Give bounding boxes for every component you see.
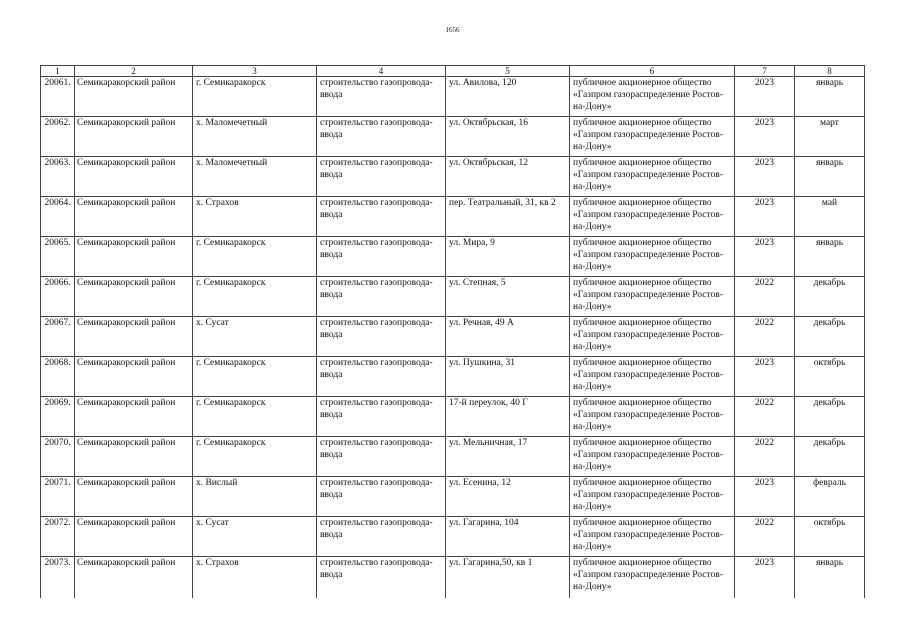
organization-cell: публичное акционерное общество «Газпром газораспределение Ростов-на-Дону» [570, 397, 735, 437]
row-number: 20061. [41, 77, 75, 117]
month-cell: январь [795, 237, 865, 277]
locality-cell: г. Семикаракорск [193, 437, 317, 477]
table-row [41, 77, 865, 117]
month-cell: декабрь [795, 277, 865, 317]
locality-cell: г. Семикаракорск [193, 277, 317, 317]
organization-cell: публичное акционерное общество «Газпром газораспределение Ростов-на-Дону» [570, 517, 735, 557]
year-cell: 2023 [735, 197, 795, 237]
year-cell: 2022 [735, 397, 795, 437]
locality-cell: х. Страхов [193, 557, 317, 599]
organization-cell: публичное акционерное общество «Газпром газораспределение Ростов-на-Дону» [570, 157, 735, 197]
address-cell: ул. Гагарина, 104 [446, 517, 570, 557]
work-type-cell: строительство газопровода-ввода [317, 557, 446, 599]
month-cell: май [795, 197, 865, 237]
column-header: 8 [795, 66, 865, 77]
gas-connection-table [40, 65, 865, 598]
month-cell: январь [795, 157, 865, 197]
address-cell: ул. Авилова, 120 [446, 77, 570, 117]
year-cell: 2022 [735, 317, 795, 357]
year-cell: 2022 [735, 277, 795, 317]
organization-cell: публичное акционерное общество «Газпром газораспределение Ростов-на-Дону» [570, 437, 735, 477]
locality-cell: г. Семикаракорск [193, 237, 317, 277]
district-cell: Семикаракорский район [75, 77, 193, 117]
table-row [41, 397, 865, 437]
month-cell: январь [795, 557, 865, 599]
month-cell: декабрь [795, 437, 865, 477]
month-cell: март [795, 117, 865, 157]
row-number: 20071. [41, 477, 75, 517]
address-cell: ул. Речная, 49 А [446, 317, 570, 357]
work-type-cell: строительство газопровода-ввода [317, 77, 446, 117]
month-cell: октябрь [795, 357, 865, 397]
year-cell: 2023 [735, 237, 795, 277]
address-cell: ул. Есенина, 12 [446, 477, 570, 517]
address-cell: ул. Пушкина, 31 [446, 357, 570, 397]
address-cell: ул. Гагарина,50, кв 1 [446, 557, 570, 599]
address-cell: ул. Мельничная, 17 [446, 437, 570, 477]
column-header: 1 [41, 66, 75, 77]
row-number: 20066. [41, 277, 75, 317]
address-cell: ул. Степная, 5 [446, 277, 570, 317]
work-type-cell: строительство газопровода-ввода [317, 197, 446, 237]
work-type-cell: строительство газопровода-ввода [317, 237, 446, 277]
district-cell: Семикаракорский район [75, 477, 193, 517]
locality-cell: х. Вислый [193, 477, 317, 517]
organization-cell: публичное акционерное общество «Газпром газораспределение Ростов-на-Дону» [570, 357, 735, 397]
page-number: 1656 [445, 26, 460, 34]
table-row [41, 117, 865, 157]
district-cell: Семикаракорский район [75, 397, 193, 437]
row-number: 20064. [41, 197, 75, 237]
work-type-cell: строительство газопровода-ввода [317, 277, 446, 317]
table-row [41, 237, 865, 277]
organization-cell: публичное акционерное общество «Газпром газораспределение Ростов-на-Дону» [570, 197, 735, 237]
organization-cell: публичное акционерное общество «Газпром газораспределение Ростов-на-Дону» [570, 117, 735, 157]
table-row [41, 197, 865, 237]
work-type-cell: строительство газопровода-ввода [317, 517, 446, 557]
locality-cell: х. Страхов [193, 197, 317, 237]
district-cell: Семикаракорский район [75, 277, 193, 317]
year-cell: 2022 [735, 517, 795, 557]
locality-cell: г. Семикаракорск [193, 77, 317, 117]
address-cell: ул. Мира, 9 [446, 237, 570, 277]
locality-cell: г. Семикаракорск [193, 397, 317, 437]
address-cell: пер. Театральный, 31, кв 2 [446, 197, 570, 237]
district-cell: Семикаракорский район [75, 197, 193, 237]
column-header: 6 [570, 66, 735, 77]
column-header: 3 [193, 66, 317, 77]
district-cell: Семикаракорский район [75, 557, 193, 599]
row-number: 20065. [41, 237, 75, 277]
work-type-cell: строительство газопровода-ввода [317, 317, 446, 357]
organization-cell: публичное акционерное общество «Газпром газораспределение Ростов-на-Дону» [570, 77, 735, 117]
table-row [41, 357, 865, 397]
column-header: 2 [75, 66, 193, 77]
table-row [41, 157, 865, 197]
row-number: 20062. [41, 117, 75, 157]
table-row [41, 477, 865, 517]
work-type-cell: строительство газопровода-ввода [317, 477, 446, 517]
table-body [41, 77, 865, 599]
work-type-cell: строительство газопровода-ввода [317, 357, 446, 397]
month-cell: декабрь [795, 317, 865, 357]
column-header: 4 [317, 66, 446, 77]
year-cell: 2023 [735, 357, 795, 397]
year-cell: 2023 [735, 77, 795, 117]
organization-cell: публичное акционерное общество «Газпром газораспределение Ростов-на-Дону» [570, 557, 735, 599]
work-type-cell: строительство газопровода-ввода [317, 157, 446, 197]
month-cell: февраль [795, 477, 865, 517]
month-cell: октябрь [795, 517, 865, 557]
table-row [41, 517, 865, 557]
year-cell: 2023 [735, 557, 795, 599]
work-type-cell: строительство газопровода-ввода [317, 397, 446, 437]
locality-cell: х. Сусат [193, 517, 317, 557]
address-cell: ул. Октябрьская, 12 [446, 157, 570, 197]
organization-cell: публичное акционерное общество «Газпром газораспределение Ростов-на-Дону» [570, 317, 735, 357]
work-type-cell: строительство газопровода-ввода [317, 437, 446, 477]
row-number: 20070. [41, 437, 75, 477]
year-cell: 2022 [735, 437, 795, 477]
year-cell: 2023 [735, 117, 795, 157]
year-cell: 2023 [735, 157, 795, 197]
organization-cell: публичное акционерное общество «Газпром газораспределение Ростов-на-Дону» [570, 277, 735, 317]
column-header: 5 [446, 66, 570, 77]
district-cell: Семикаракорский район [75, 157, 193, 197]
column-number-row [41, 66, 865, 77]
row-number: 20069. [41, 397, 75, 437]
locality-cell: х. Маломечетный [193, 117, 317, 157]
column-header: 7 [735, 66, 795, 77]
district-cell: Семикаракорский район [75, 117, 193, 157]
locality-cell: х. Маломечетный [193, 157, 317, 197]
locality-cell: г. Семикаракорск [193, 357, 317, 397]
row-number: 20073. [41, 557, 75, 599]
table-row [41, 557, 865, 599]
locality-cell: х. Сусат [193, 317, 317, 357]
work-type-cell: строительство газопровода-ввода [317, 117, 446, 157]
table-row [41, 437, 865, 477]
district-cell: Семикаракорский район [75, 237, 193, 277]
address-cell: ул. Октябрьская, 16 [446, 117, 570, 157]
month-cell: январь [795, 77, 865, 117]
month-cell: декабрь [795, 397, 865, 437]
row-number: 20068. [41, 357, 75, 397]
table-row [41, 317, 865, 357]
address-cell: 17-й переулок, 40 Г [446, 397, 570, 437]
district-cell: Семикаракорский район [75, 317, 193, 357]
district-cell: Семикаракорский район [75, 517, 193, 557]
row-number: 20067. [41, 317, 75, 357]
organization-cell: публичное акционерное общество «Газпром газораспределение Ростов-на-Дону» [570, 477, 735, 517]
district-cell: Семикаракорский район [75, 357, 193, 397]
organization-cell: публичное акционерное общество «Газпром газораспределение Ростов-на-Дону» [570, 237, 735, 277]
row-number: 20072. [41, 517, 75, 557]
table-row [41, 277, 865, 317]
year-cell: 2023 [735, 477, 795, 517]
row-number: 20063. [41, 157, 75, 197]
district-cell: Семикаракорский район [75, 437, 193, 477]
